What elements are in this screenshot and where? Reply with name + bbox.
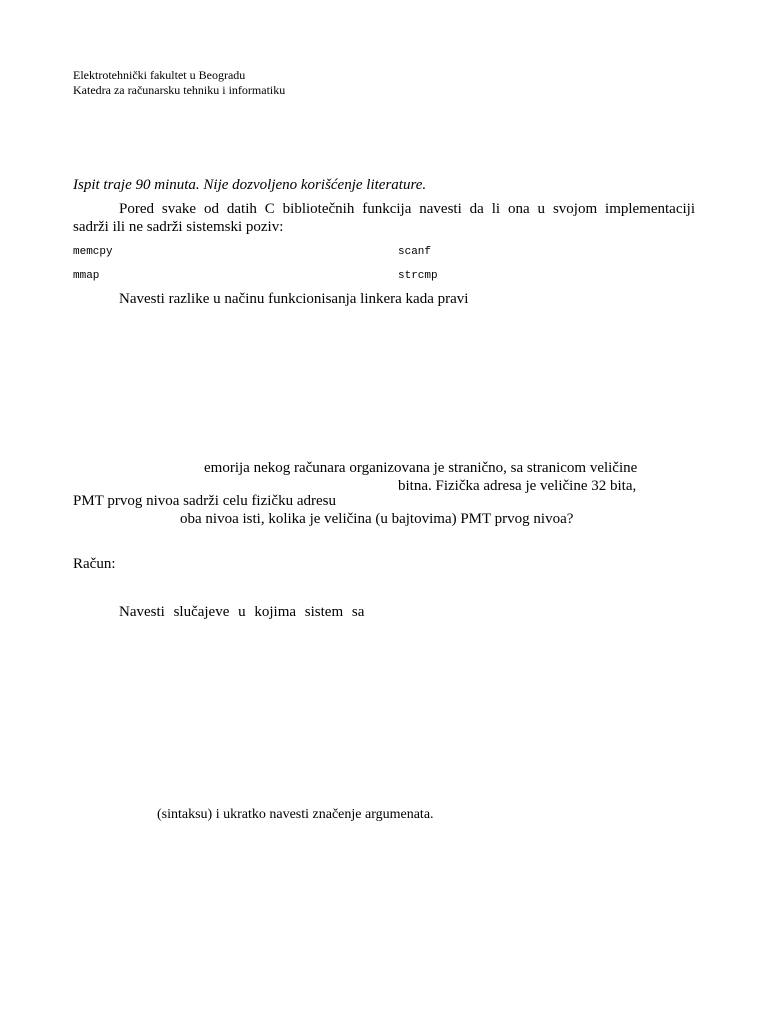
question-2-text: Navesti razlike u načinu funkcionisanja linkera kada pravi (119, 291, 469, 307)
faculty-name: Elektrotehnički fakultet u Beogradu (73, 68, 246, 82)
question-5-text: (sintaksu) i ukratko navesti značenje argumenata. (157, 807, 434, 822)
function-strcmp: strcmp (398, 270, 438, 282)
racun-label: Račun: (73, 556, 116, 572)
function-memcpy: memcpy (73, 246, 113, 258)
question-3-line-4: oba nivoa isti, kolika je veličina (u bajtovima) PMT prvog nivoa? (180, 511, 574, 527)
question-3-line-1: emorija nekog računara organizovana je stranično, sa stranicom veličine (204, 460, 638, 476)
question-1-line-1: Pored svake od datih C bibliotečnih funkcija navesti da li ona u svojom implementaciji (119, 201, 695, 217)
question-1-line-2: sadrži ili ne sadrži sistemski poziv: (73, 219, 284, 235)
question-3-line-3: PMT prvog nivoa sadrži celu fizičku adresu (73, 493, 336, 509)
function-mmap: mmap (73, 270, 100, 282)
exam-instructions: Ispit traje 90 minuta. Nije dozvoljeno korišćenje literature. (73, 177, 427, 193)
department-name: Katedra za računarsku tehniku i informatiku (73, 83, 286, 97)
question-3-line-2: bitna. Fizička adresa je veličine 32 bita, (398, 478, 637, 494)
question-4-text: Navesti slučajeve u kojima sistem sa (119, 604, 365, 620)
function-scanf: scanf (398, 246, 432, 258)
